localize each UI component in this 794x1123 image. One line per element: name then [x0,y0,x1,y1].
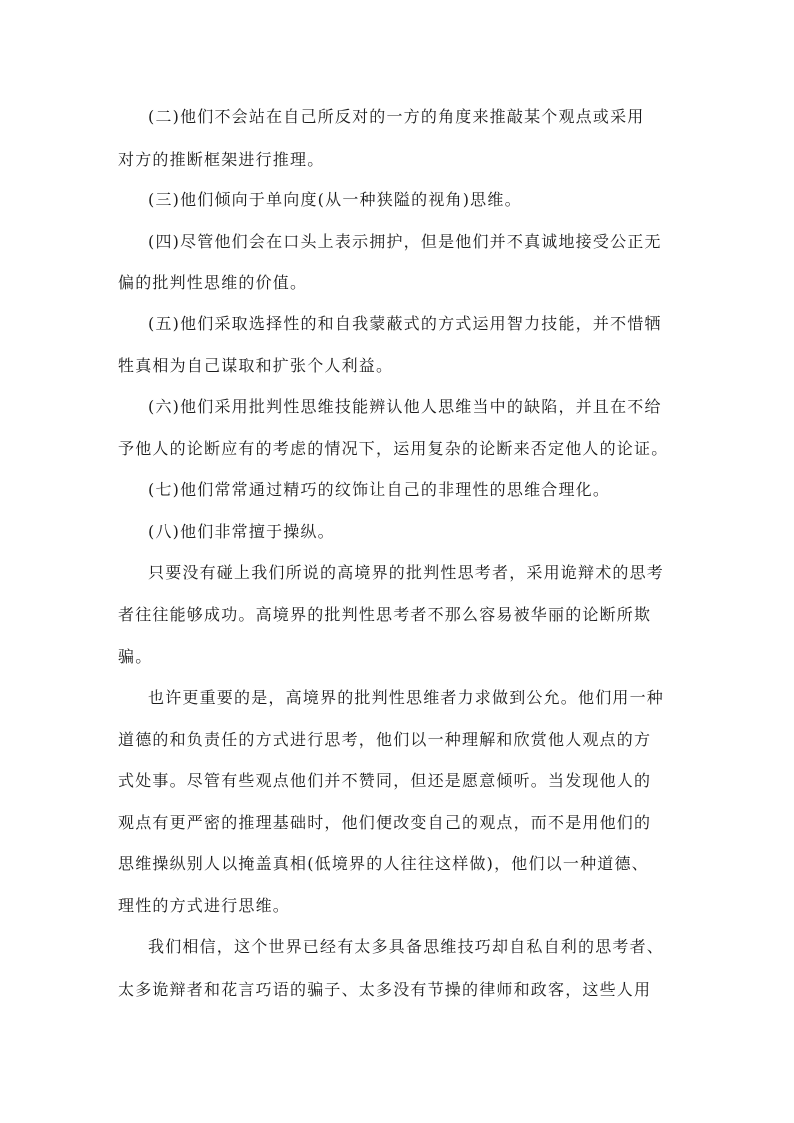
text-line: (八)他们非常擅于操纵。 [148,522,335,541]
text-line: 太多诡辩者和花言巧语的骗子、太多没有节操的律师和政客，这些人用 [118,980,652,999]
text-line: 思维操纵别人以掩盖真相(低境界的人往往这样做)，他们以一种道德、 [118,854,649,873]
text-line: (六)他们采用批判性思维技能辨认他人思维当中的缺陷，并且在不给 [148,397,662,416]
text-line: 只要没有碰上我们所说的高境界的批判性思考者，采用诡辩术的思考 [148,563,665,582]
text-line: (二)他们不会站在自己所反对的一方的角度来推敲某个观点或采用 [148,107,645,126]
text-line: (三)他们倾向于单向度(从一种狭隘的视角)思维。 [148,190,522,209]
text-line: 偏的批判性思维的价值。 [118,273,308,292]
text-line: 骗。 [118,647,153,666]
text-line: 我们相信，这个世界已经有太多具备思维技巧却自私自利的思考者、 [148,937,665,956]
text-line: (四)尽管他们会在口头上表示拥护，但是他们并不真诚地接受公正无 [148,232,662,251]
text-line: 予他人的论断应有的考虑的情况下，运用复杂的论断来否定他人的论证。 [118,439,669,458]
text-line: 对方的推断框架进行推理。 [118,150,325,169]
text-line: 道德的和负责任的方式进行思考，他们以一种理解和欣赏他人观点的方 [118,730,652,749]
text-line: 式处事。尽管有些观点他们并不赞同，但还是愿意倾听。当发现他人的 [118,771,652,790]
text-line: 也许更重要的是，高境界的批判性思维者力求做到公允。他们用一种 [148,688,665,707]
text-line: (七)他们常常通过精巧的纹饰让自己的非理性的思维合理化。 [148,480,611,499]
text-line: (五)他们采取选择性的和自我蒙蔽式的方式运用智力技能，并不惜牺 [148,314,662,333]
text-line: 者往往能够成功。高境界的批判性思考者不那么容易被华丽的论断所欺 [118,605,652,624]
text-line: 理性的方式进行思维。 [118,896,291,915]
text-line: 观点有更严密的推理基础时，他们便改变自己的观点，而不是用他们的 [118,813,652,832]
text-line: 牲真相为自己谋取和扩张个人利益。 [118,356,394,375]
